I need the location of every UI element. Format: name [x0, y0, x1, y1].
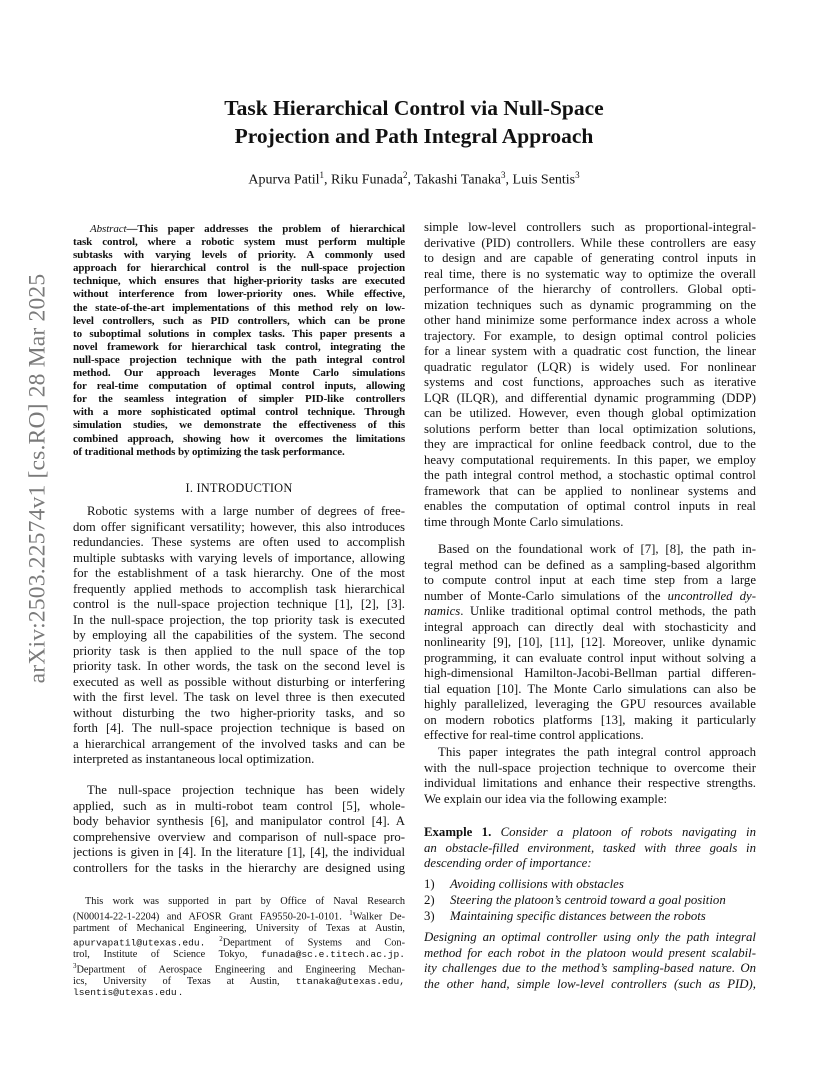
right-paragraph-3 — [424, 745, 756, 807]
abstract-line: of traditional methods by optimizing the task performance. — [73, 445, 345, 458]
body-line: other hand minimize some performance index across a whole — [424, 313, 756, 327]
abstract-line: method. Our approach leverages Monte Carlo simulations — [73, 367, 405, 380]
body-line: by employing all the capabilities of the system. The second — [73, 628, 405, 642]
author-affiliation: 3 — [575, 170, 580, 180]
footnote-line: trol, Institute of Science Tokyo, funada@sc.e.titech.ac.jp. — [73, 949, 405, 961]
abstract-line: for real-time computation of optimal control inputs, allowing — [73, 380, 405, 393]
body-line: priority task. In other words, the task on the second level is — [73, 659, 405, 673]
paper-title — [140, 94, 688, 150]
abstract-line: technique, which ensures that higher-priority tasks are executed — [73, 275, 405, 288]
footnote-line: This work was supported in part by Office of Naval Research — [85, 896, 405, 907]
footnote-line: ics, University of Texas at Austin, ttanaka@utexas.edu, — [73, 975, 405, 987]
body-line: Robotic systems with a large number of degrees of free- — [87, 504, 405, 518]
body-line: individual limitations and enhance their respective strengths. — [424, 776, 756, 790]
list-item: 3) Maintaining specific distances between the robots — [424, 909, 706, 923]
body-line: forth [4]. The null-space projection technique is based on — [73, 721, 405, 735]
body-line: This paper integrates the path integral control approach — [438, 745, 756, 759]
body-line: executed as well as possible without disturbing or interfering — [73, 674, 405, 689]
abstract-line: null-space projection technique with the path integral control — [73, 353, 405, 366]
intro-paragraph-1 — [73, 504, 405, 768]
footnote-line: partment of Mechanical Engineering, University of Texas at Austin, — [73, 922, 405, 934]
body-line: simple low-level controllers such as proportional-integral- — [424, 220, 756, 234]
title-line: Projection and Path Integral Approach — [234, 124, 594, 148]
body-line: an obstacle-filled environment, tasked with three goals in — [424, 840, 756, 855]
right-paragraph-2 — [424, 542, 756, 744]
body-line: dom offer significant versatility; however, this also introduces — [73, 519, 405, 534]
list-item: 2) Steering the platoon’s centroid toward a goal position — [424, 893, 726, 907]
body-line: priority task is then applied to the null space of the top — [73, 643, 405, 658]
body-line: heavy computational requirements. In this paper, we employ — [424, 452, 756, 467]
body-line: the path integral control method, a stochastic optimal control — [424, 468, 756, 482]
body-line: comprehensive overview and comparison of null-space pro- — [73, 829, 405, 844]
body-line: to compute control input at each time step from a large — [424, 573, 756, 587]
body-line: with the null-space projection technique to overcome their — [424, 760, 756, 775]
email: ttanaka@utexas.edu, — [295, 975, 405, 987]
body-line: number of Monte-Carlo simulations of the uncontrolled dy- — [424, 588, 756, 603]
body-line: programming, it can evaluate control input without solving a — [424, 650, 756, 665]
body-line: integral approach can directly deal with stochasticity and — [424, 619, 756, 634]
body-line: LQR (ILQR), and differential dynamic programming (DDP) — [424, 390, 756, 405]
arxiv-id-text: arXiv:2503.22574v1 [cs.RO] 28 Mar 2025 — [24, 273, 51, 683]
abstract — [73, 223, 405, 459]
body-line: systems and cost functions, approaches such as iterative — [424, 375, 756, 389]
body-line: to design and are capable of generating control inputs in — [424, 251, 756, 265]
body-line: time through Monte Carlo simulations. — [424, 514, 624, 529]
section-heading: I. INTRODUCTION — [185, 481, 293, 495]
author-name: Riku Funada — [331, 172, 403, 188]
body-line: derivative (PID) controllers. While these controllers are easy — [424, 235, 756, 250]
abstract-line: Abstract—This paper addresses the problem of hierarchical — [90, 223, 405, 235]
example-statement — [424, 825, 756, 872]
abstract-label: Abstract — [90, 223, 127, 235]
abstract-line: combined approach, showing how it overcomes the limitations — [73, 432, 405, 445]
abstract-line: the state-of-the-art implementations of this method rely on low- — [73, 301, 405, 314]
abstract-line: novel framework for hierarchical task control, integrating the — [73, 340, 405, 353]
list-item: 1) Avoiding collisions with obstacles — [424, 877, 624, 891]
abstract-line: to suboptimal solutions in complex tasks. This paper presents a — [73, 327, 405, 340]
abstract-line: task control, where a robotic system must perform multiple — [73, 236, 405, 249]
body-line: ity challenges due to the method’s sampling-based nature. On — [424, 961, 756, 975]
title-line: Task Hierarchical Control via Null-Space — [224, 96, 604, 120]
body-line: performance of the hierarchy of controllers. Global opti- — [424, 282, 756, 296]
body-line: frequently applied methods to accomplish task hierarchical — [73, 581, 405, 596]
body-line: tegral method can be defined as a sampling-based algorithm — [424, 557, 756, 572]
email: apurvapatil@utexas.edu. — [73, 937, 206, 949]
footnote — [73, 896, 405, 999]
body-line: the other hand, simple low-level controllers (such as PID), — [424, 976, 756, 991]
body-line: Based on the foundational work of [7], [8], the path in- — [438, 542, 756, 556]
body-line: framework that can be applied to nonlinear systems and — [424, 483, 756, 498]
body-line: namics. Unlike traditional optimal control methods, the path — [424, 604, 756, 618]
author-affiliation: 1 — [319, 170, 324, 180]
author-name: Apurva Patil — [248, 172, 320, 188]
body-line: redundancies. These systems are often used to accomplish — [73, 535, 405, 549]
body-line: highly parallelized, leveraging the GPU resources available — [424, 697, 756, 711]
footnote-line: $^3$Department of Aerospace Engineering and Engineering Mechan- — [73, 961, 405, 976]
abstract-line: without interference from lower-priority ones. While effective, — [73, 288, 405, 301]
body-line: tial equation [10]. The Monte Carlo simulations can also be — [424, 681, 756, 696]
body-line: for the establishment of a task hierarchy. One of the most — [73, 566, 405, 580]
body-line: mization techniques such as dynamic programming on the — [424, 297, 756, 312]
author-name: Luis Sentis — [512, 172, 576, 188]
body-line: jections is given in [4]. In the literature [1], [4], the individual — [73, 845, 405, 859]
body-line: real time, there is no systematic way to optimize the overall — [424, 266, 756, 281]
abstract-line: simulation studies, we demonstrate the effectiveness of this — [73, 419, 405, 432]
abstract-line: subtasks with varying levels of priority. A commonly used — [73, 249, 405, 262]
author-list: Apurva Patil$^1$, Riku Funada$^2$, Takashi Tanaka$^3$, Luis Sentis$^3$ — [248, 170, 580, 188]
body-line: descending order of importance: — [424, 856, 592, 870]
abstract-line: with a more sophisticated optimal control technique. Through — [73, 406, 405, 419]
intro-paragraph-2 — [73, 783, 405, 876]
body-line: with the first level. The task on level three is then executed — [73, 690, 405, 704]
footnote-line: lsentis@utexas.edu . — [73, 987, 182, 999]
body-line: control is the null-space projection technique [1], [2], [3]. — [73, 597, 405, 611]
footnote-line: (N00014-22-1-2204) and AFOSR Grant FA9550-20-1-0101. $^1$Walker De- — [73, 908, 405, 923]
body-line: enables the computation of optimal control inputs in real — [424, 499, 756, 513]
example-goal-list — [424, 876, 756, 924]
body-line: nonlinearity [9], [10], [11], [12]. Moreover, unlike dynamic — [424, 635, 756, 649]
body-line: interpreted as instantaneous local optimization. — [73, 752, 315, 766]
body-line: We explain our idea via the following example: — [424, 791, 668, 806]
email: lsentis@utexas.edu — [73, 987, 177, 999]
body-line: In the null-space projection, the top priority task is executed — [73, 612, 405, 627]
body-line: effective for real-time control applications. — [424, 728, 644, 742]
body-line: method for each robot in the platoon would present scalabil- — [424, 945, 756, 960]
abstract-line: approach for hierarchical control is the null-space projection — [73, 262, 405, 275]
body-line: multiple subtasks with varying levels of importance, allowing — [73, 550, 405, 565]
example-continuation — [424, 930, 756, 992]
body-line: without disturbing the two higher-priority tasks, and so — [73, 705, 405, 720]
body-line: applied, such as in multi-robot team control [5], whole- — [73, 798, 405, 813]
arxiv-identifier — [18, 273, 58, 683]
body-line: The null-space projection technique has been widely — [87, 783, 405, 797]
right-paragraph-1 — [424, 220, 756, 530]
body-line: trajectory. For example, to design optimal control policies — [424, 328, 756, 343]
body-line: a hierarchical arrangement of the involved tasks and can be — [73, 736, 405, 751]
body-line: can be utilized. However, even though global optimization — [424, 406, 756, 420]
body-line: quadratic regulator (LQR) is widely used. For nonlinear — [424, 359, 756, 374]
body-line: Designing an optimal controller using only the path integral — [424, 930, 756, 944]
email: funada@sc.e.titech.ac.jp. — [261, 949, 405, 961]
body-line: controllers for the tasks in the hierarchy are designed using — [73, 860, 405, 875]
author-affiliation: 2 — [402, 170, 408, 180]
body-line: solutions perform better than local optimization solutions, — [424, 421, 756, 436]
body-line: they are impractical for online feedback control, due to the — [424, 437, 756, 451]
body-line: for a linear system with a quadratic cost function, the linear — [424, 344, 756, 358]
author-affiliation: 3 — [501, 170, 506, 180]
example-label: Example 1. — [424, 825, 492, 839]
body-line: on modern robotics platforms [13], making it particularly — [424, 712, 756, 727]
author-name: Takashi Tanaka — [414, 172, 502, 188]
body-line: body behavior synthesis [6], and manipulator control [4]. A — [73, 814, 405, 828]
abstract-line: for the seamless integration of simpler PID-like controllers — [73, 393, 405, 406]
abstract-line: level controllers, such as PID controllers, which can be prone — [73, 314, 405, 327]
body-line: Example 1. Consider a platoon of robots navigating in — [424, 825, 756, 839]
body-line: high-dimensional Hamilton-Jacobi-Bellman partial differen- — [424, 666, 756, 680]
footnote-line: apurvapatil@utexas.edu. $^2$Department of Systems and Con- — [73, 935, 405, 949]
